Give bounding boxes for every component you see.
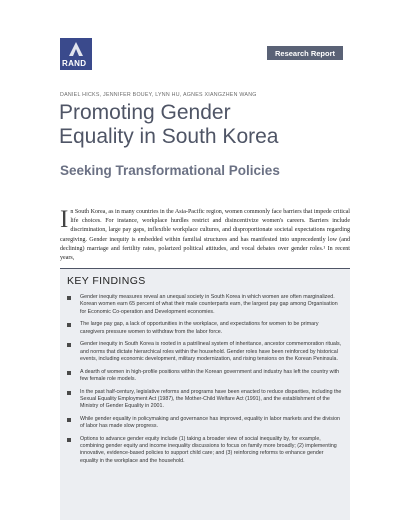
bullet-square-icon <box>67 438 71 442</box>
key-findings-title: KEY FINDINGS <box>67 275 146 287</box>
drop-cap: I <box>60 206 69 233</box>
finding-item <box>66 436 342 465</box>
rand-logo-mark-icon <box>69 42 83 56</box>
report-type-badge: Research Report <box>267 46 343 60</box>
rand-logo-text: RAND <box>62 59 87 68</box>
title-line-2: Equality in South Korea <box>59 125 279 148</box>
finding-item <box>66 294 342 316</box>
intro-paragraph <box>60 208 350 263</box>
bullet-square-icon <box>67 371 71 375</box>
finding-item <box>66 369 342 384</box>
finding-item <box>66 416 342 431</box>
bullet-square-icon <box>67 418 71 422</box>
finding-text: While gender equality in policymaking and governance has improved, equality in labor markets and the division of labor has made slow progress. <box>80 415 340 430</box>
authors: DANIEL HICKS, JENNIFER BOUEY, LYNN HU, AGNES XIANGZHEN WANG <box>60 92 257 98</box>
page-subtitle: Seeking Transformational Policies <box>60 163 280 178</box>
key-findings-box <box>60 268 350 520</box>
bullet-square-icon <box>67 343 71 347</box>
bullet-square-icon <box>67 391 71 395</box>
bullet-square-icon <box>67 296 71 300</box>
finding-item <box>66 341 342 363</box>
finding-text: The large pay gap, a lack of opportunities in the workplace, and expectations for women to be primary caregivers pressure women to withdraw from the labor force. <box>80 321 319 335</box>
bullet-square-icon <box>67 323 71 327</box>
rand-logo <box>60 38 92 70</box>
finding-text: Options to advance gender equity include (1) taking a broader view of social inequality by, for example, combining gender equity and income inequality discussions to focus on family more broadly; (2) implementing innovative, evidence-based policies to support child care; and (3) reinforcing reforms to enhance gender equality in the workplace and the household. <box>80 435 337 464</box>
key-findings-list <box>66 294 342 470</box>
title-line-1: Promoting Gender <box>59 101 231 124</box>
page-title <box>59 101 359 149</box>
finding-text: Gender inequity in South Korea is rooted in a patrilineal system of inheritance, ancestor commemoration rituals, and norms that dictate hierarchical roles within the household. Gender roles have been reinforced by historical events, including economic development, military modernization, and rising tensions on the Korean Peninsula. <box>80 341 342 362</box>
finding-text: Gender inequity measures reveal an unequal society in South Korea in which women are often marginalized. Korean women earn 65 percent of what their male counterparts earn, the largest pay gap among Organisation for Economic Co-operation and Development economies. <box>80 294 338 315</box>
intro-text: n South Korea, as in many countries in the Asia-Pacific region, women commonly face barriers that impede critical life choices. For instance, workplace hurdles restrict and disincentivize women's careers. Barriers include discrimination, large pay gaps, inflexible workplace cultures, and disproportionate societal expectations regarding caregiving. Gender inequity is embedded within familial structures and has manifested into unprecedently low (and declining) marriage and fertility rates, polarized political attitudes, and vocal debates over gender roles.¹ In recent years, <box>60 209 350 262</box>
finding-item <box>66 389 342 411</box>
finding-item <box>66 321 342 336</box>
finding-text: In the past half-century, legislative reforms and programs have been enacted to reduce disparities, including the Sexual Equality Employment Act (1987), the Mother-Child Welfare Act (1991), and the establishment of the Ministry of Gender Equality in 2001. <box>80 388 342 410</box>
finding-text: A dearth of women in high-profile positions within the Korean government and industry has left the country with few female role models. <box>80 368 340 382</box>
